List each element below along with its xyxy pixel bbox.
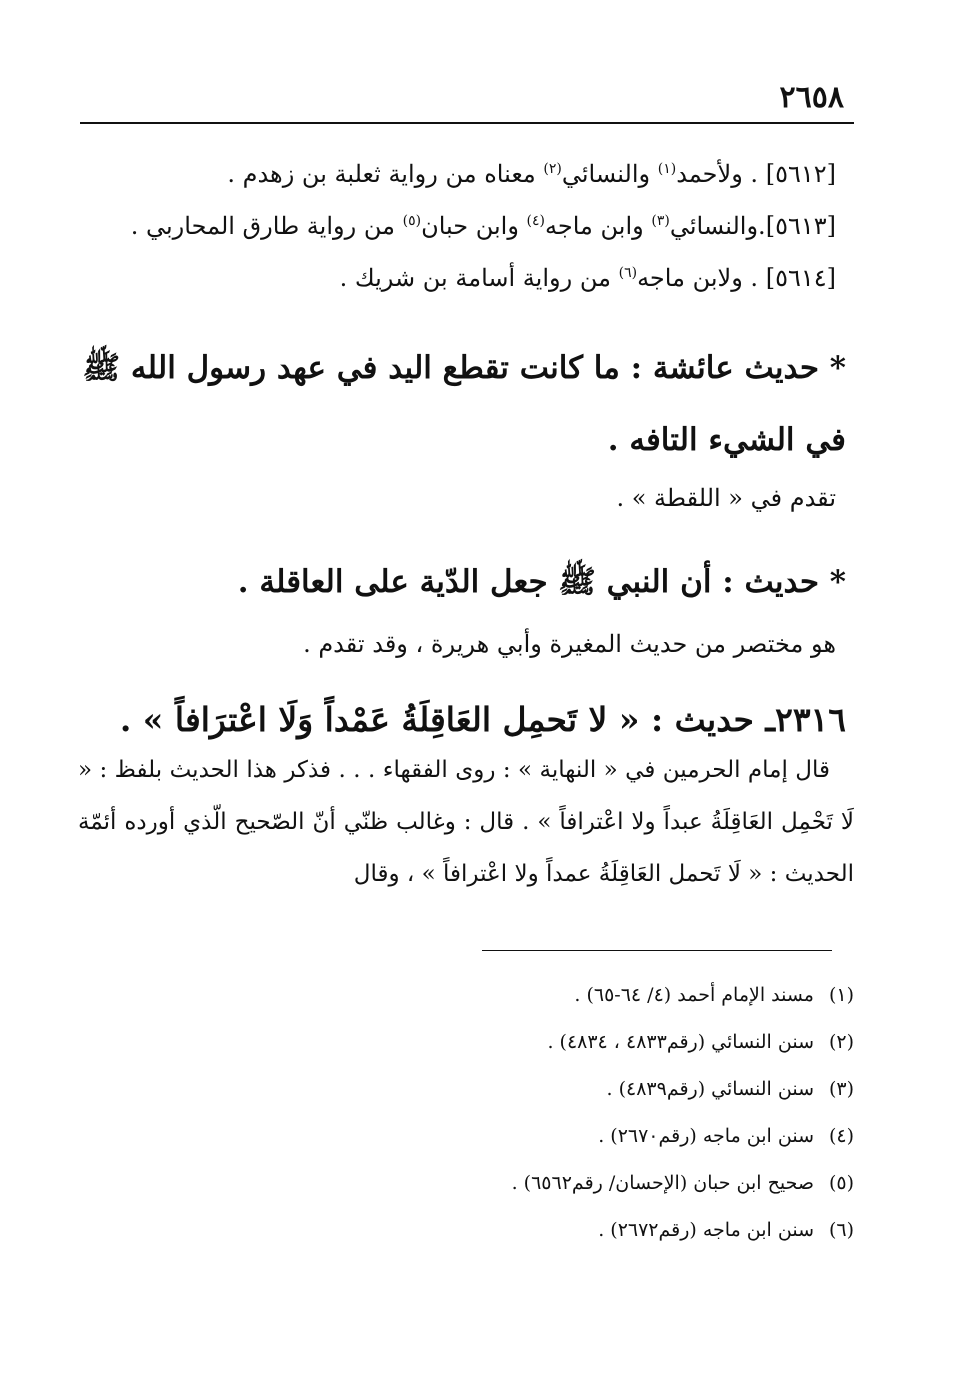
footnote-number: (٢) xyxy=(828,1031,854,1053)
reference-text: من رواية أسامة بن شريك . xyxy=(339,264,619,292)
hadith-heading-2316: ٢٣١٦ـ حديث : « لا تَحمِل العَاقِلَةُ عَمْداً وَلَا اعْترَافاً » . xyxy=(119,700,846,739)
reference-text: . ولأحمد xyxy=(676,160,766,188)
hadith-heading-diyah: * حديث : أن النبي ﷺ جعل الدّية على العاقلة . xyxy=(237,564,846,600)
footnote-item xyxy=(80,1019,854,1066)
reference-line xyxy=(80,148,836,200)
footnote-divider xyxy=(482,950,832,951)
footnote-number: (٣) xyxy=(828,1078,854,1100)
page-header xyxy=(80,78,854,124)
reference-text: . ولابن ماجه xyxy=(637,264,766,292)
reference-text: وابن حبان xyxy=(421,212,527,240)
footnote-list xyxy=(80,972,854,1254)
footnote-marker: (٣) xyxy=(651,213,670,229)
reference-id: [٥٦١٣] xyxy=(765,212,836,240)
page-number: ٢٦٥٨ xyxy=(779,80,844,115)
footnote-item xyxy=(80,1113,854,1160)
reference-text: والنسائي xyxy=(561,160,658,188)
footnote-number: (٦) xyxy=(828,1219,854,1241)
footnote-number: (٥) xyxy=(828,1172,854,1194)
footnote-text: سنن ابن ماجه (رقم٢٦٧٠) . xyxy=(598,1125,814,1147)
reference-id: [٥٦١٤] xyxy=(765,264,836,292)
footnote-text: سنن النسائي (رقم٤٨٣٣ ، ٤٨٣٤) . xyxy=(547,1031,814,1053)
footnote-marker: (١) xyxy=(657,161,677,177)
reference-line xyxy=(80,200,836,252)
footnote-text: سنن ابن ماجه (رقم٢٦٧٢) . xyxy=(598,1219,814,1241)
footnote-marker: (٤) xyxy=(526,213,546,229)
footnote-item xyxy=(80,1160,854,1207)
footnote-marker: (٦) xyxy=(618,265,638,281)
footnote-number: (٤) xyxy=(828,1125,854,1147)
footnote-text: صحيح ابن حبان (الإحسان/ رقم٦٥٦٢) . xyxy=(511,1172,814,1194)
footnote-marker: (٥) xyxy=(402,213,422,229)
reference-text: وابن ماجه xyxy=(545,212,652,240)
footnote-number: (١) xyxy=(828,984,854,1006)
footnote-item xyxy=(80,1066,854,1113)
reference-list xyxy=(80,148,836,304)
reference-text: معناه من رواية ثعلبة بن زهدم . xyxy=(227,160,544,188)
note-lost-property: تقدم في « اللقطة » . xyxy=(616,484,836,512)
footnote-marker: (٢) xyxy=(543,161,562,177)
body-paragraph: قال إمام الحرمين في « النهاية » : روى الفقهاء . . . فذكر هذا الحديث بلفظ : « لَا تَحْمِل العَاقِلَةُ عبداً ولا اعْترافاً » . قال : وغالب ظنّي أنّ الصّحيح الّذي أورده أئمّة الحديث : « لَا تَحمل العَاقِلَةُ عمداً ولا اعْترافاً » ، وقال xyxy=(78,757,854,887)
reference-id: [٥٦١٢] xyxy=(765,160,836,188)
footnote-text: سنن النسائي (رقم٤٨٣٩) . xyxy=(606,1078,814,1100)
reference-line xyxy=(80,252,836,304)
hadith-heading-aisha: * حديث عائشة : ما كانت تقطع اليد في عهد رسول الله ﷺ في الشيء التافه . xyxy=(82,350,846,458)
footnote-item xyxy=(80,1207,854,1254)
footnote-text: مسند الإمام أحمد (٤/ ٦٤-٦٥) . xyxy=(574,984,814,1006)
reference-text: .والنسائي xyxy=(669,212,766,240)
reference-text: من رواية طارق المحاربي . xyxy=(130,212,403,240)
note-summary: هو مختصر من حديث المغيرة وأبي هريرة ، وقد تقدم . xyxy=(303,630,836,658)
footnote-item xyxy=(80,972,854,1019)
